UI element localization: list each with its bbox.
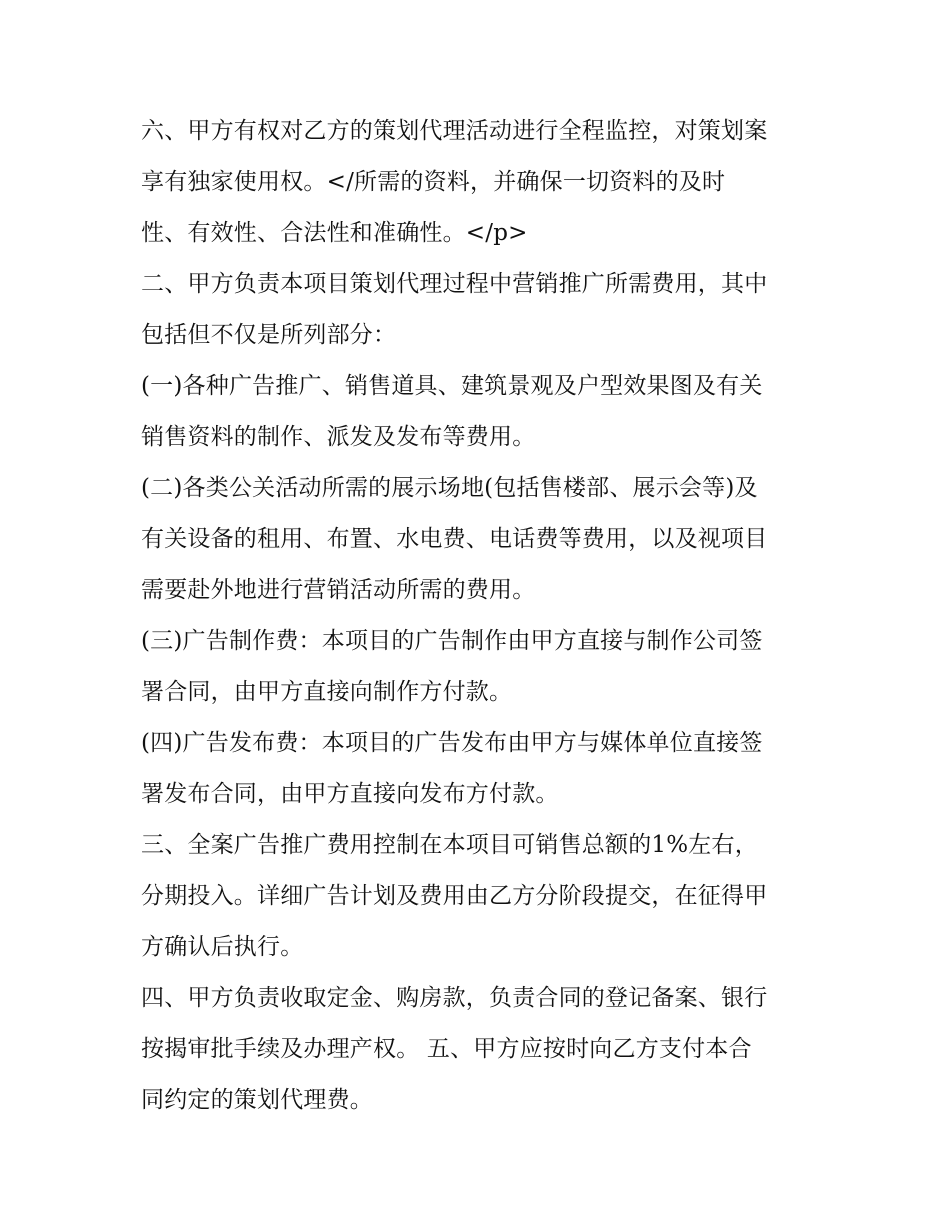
text-line: 署合同，由甲方直接向制作方付款。 xyxy=(141,679,513,705)
text-line: 方确认后执行。 xyxy=(141,934,304,960)
text-line: 性、有效性、合法性和准确性。</p> xyxy=(141,220,528,246)
text-line: (二)各类公关活动所需的展示场地(包括售楼部、展示会等)及 xyxy=(141,475,758,501)
text-line: (三)广告制作费：本项目的广告制作由甲方直接与制作公司签 xyxy=(141,628,763,654)
text-line: 按揭审批手续及办理产权。 五、甲方应按时向乙方支付本合 xyxy=(141,1036,752,1062)
text-line: (一)各种广告推广、销售道具、建筑景观及户型效果图及有关 xyxy=(141,373,763,399)
text-line: 六、甲方有权对乙方的策划代理活动进行全程监控，对策划案 xyxy=(141,118,768,144)
text-line: 四、甲方负责收取定金、购房款，负责合同的登记备案、银行 xyxy=(141,985,768,1011)
text-line: 二、甲方负责本项目策划代理过程中营销推广所需费用，其中 xyxy=(141,271,768,297)
text-line: 三、全案广告推广费用控制在本项目可销售总额的1%左右， xyxy=(141,832,758,858)
text-line: 需要赴外地进行营销活动所需的费用。 xyxy=(141,577,536,603)
text-line: 销售资料的制作、派发及发布等费用。 xyxy=(141,424,536,450)
document-body xyxy=(141,106,821,1126)
text-line: 享有独家使用权。</所需的资料，并确保一切资料的及时 xyxy=(141,169,726,195)
text-line: 有关设备的租用、布置、水电费、电话费等费用，以及视项目 xyxy=(141,526,768,552)
text-line: 分期投入。详细广告计划及费用由乙方分阶段提交，在征得甲 xyxy=(141,883,768,909)
text-line: (四)广告发布费：本项目的广告发布由甲方与媒体单位直接签 xyxy=(141,730,763,756)
text-line: 同约定的策划代理费。 xyxy=(141,1087,373,1113)
text-line: 包括但不仅是所列部分： xyxy=(141,322,397,348)
text-line: 署发布合同，由甲方直接向发布方付款。 xyxy=(141,781,559,807)
